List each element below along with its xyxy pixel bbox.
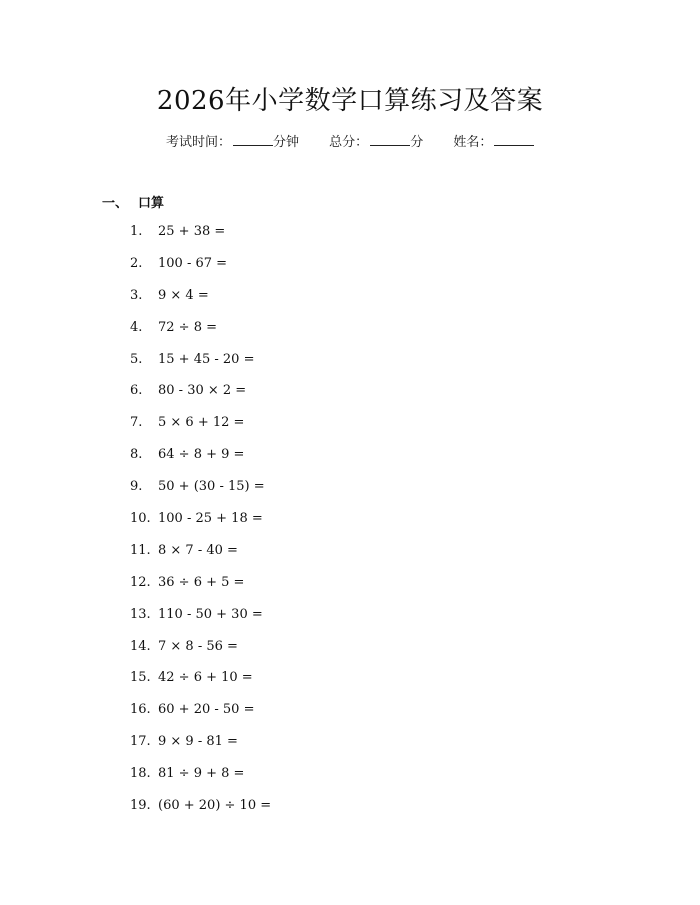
student-name-blank bbox=[494, 133, 534, 146]
total-score-label: 总分： bbox=[329, 135, 369, 150]
student-name-field bbox=[453, 131, 534, 150]
problem-list bbox=[130, 221, 271, 827]
problem-expression: 36 ÷ 6 + 5 = bbox=[158, 574, 245, 590]
problem-number: 3. bbox=[130, 287, 143, 303]
problem-number: 19. bbox=[130, 798, 151, 814]
problem-expression: 110 - 50 + 30 = bbox=[158, 606, 263, 622]
document-title: 2026年小学数学口算练习及答案 bbox=[156, 86, 544, 116]
problem-expression: 25 + 38 = bbox=[158, 224, 226, 239]
problem-expression: 81 ÷ 9 + 8 = bbox=[158, 766, 245, 782]
problem-number: 14. bbox=[130, 638, 151, 654]
problem-expression: 15 + 45 - 20 = bbox=[158, 351, 255, 367]
total-score-blank bbox=[370, 133, 410, 146]
problem-item bbox=[130, 604, 271, 636]
problem-number: 13. bbox=[130, 606, 151, 622]
problem-item bbox=[130, 636, 271, 668]
problem-item bbox=[130, 699, 271, 731]
problem-item bbox=[130, 444, 271, 476]
problem-item bbox=[130, 540, 271, 572]
problem-expression: 50 + (30 - 15) = bbox=[158, 479, 265, 495]
problem-number: 12. bbox=[130, 574, 151, 590]
problem-number: 9. bbox=[130, 479, 143, 495]
problem-item bbox=[130, 763, 271, 795]
problem-item bbox=[130, 380, 271, 412]
problem-number: 17. bbox=[130, 734, 151, 750]
problem-item bbox=[130, 285, 271, 317]
problem-expression: 80 - 30 × 2 = bbox=[158, 383, 247, 399]
problem-number: 16. bbox=[130, 702, 151, 718]
exam-time-field bbox=[166, 131, 299, 150]
problem-number: 5. bbox=[130, 351, 143, 367]
problem-number: 10. bbox=[130, 511, 151, 527]
problem-item bbox=[130, 795, 271, 827]
problem-expression: 60 + 20 - 50 = bbox=[158, 702, 255, 718]
problem-number: 15. bbox=[130, 670, 151, 686]
problem-item bbox=[130, 412, 271, 444]
problem-item bbox=[130, 349, 271, 381]
total-score-unit: 分 bbox=[410, 135, 424, 150]
problem-expression: 7 × 8 - 56 = bbox=[158, 638, 238, 654]
problem-item bbox=[130, 221, 271, 253]
problem-number: 7. bbox=[130, 415, 143, 431]
problem-number: 1. bbox=[130, 224, 143, 239]
problem-expression: 9 × 4 = bbox=[158, 287, 209, 303]
exam-time-unit: 分钟 bbox=[273, 135, 300, 150]
problem-expression: 100 - 67 = bbox=[158, 255, 228, 271]
problem-number: 2. bbox=[130, 255, 143, 271]
problem-expression: 9 × 9 - 81 = bbox=[158, 734, 238, 750]
section-number: 一、 bbox=[102, 196, 129, 211]
student-name-label: 姓名： bbox=[453, 135, 493, 150]
problem-number: 11. bbox=[130, 542, 151, 558]
problem-item bbox=[130, 508, 271, 540]
total-score-field bbox=[329, 131, 423, 150]
problem-expression: 8 × 7 - 40 = bbox=[158, 542, 238, 558]
problem-expression: 72 ÷ 8 = bbox=[158, 319, 217, 335]
problem-item bbox=[130, 476, 271, 508]
exam-meta-line bbox=[166, 131, 534, 150]
problem-expression: 5 × 6 + 12 = bbox=[158, 415, 245, 431]
problem-item bbox=[130, 317, 271, 349]
problem-number: 18. bbox=[130, 766, 151, 782]
exam-time-blank bbox=[233, 133, 273, 146]
problem-number: 4. bbox=[130, 319, 143, 335]
section-header bbox=[102, 192, 164, 211]
problem-item bbox=[130, 667, 271, 699]
problem-item bbox=[130, 253, 271, 285]
problem-number: 6. bbox=[130, 383, 143, 399]
exam-time-label: 考试时间： bbox=[166, 135, 232, 150]
problem-number: 8. bbox=[130, 447, 143, 463]
problem-expression: 100 - 25 + 18 = bbox=[158, 511, 263, 527]
problem-expression: 64 ÷ 8 + 9 = bbox=[158, 447, 245, 463]
problem-expression: 42 ÷ 6 + 10 = bbox=[158, 670, 253, 686]
problem-expression: (60 + 20) ÷ 10 = bbox=[158, 798, 272, 814]
problem-item bbox=[130, 731, 271, 763]
section-title: 口算 bbox=[138, 196, 165, 211]
problem-item bbox=[130, 572, 271, 604]
